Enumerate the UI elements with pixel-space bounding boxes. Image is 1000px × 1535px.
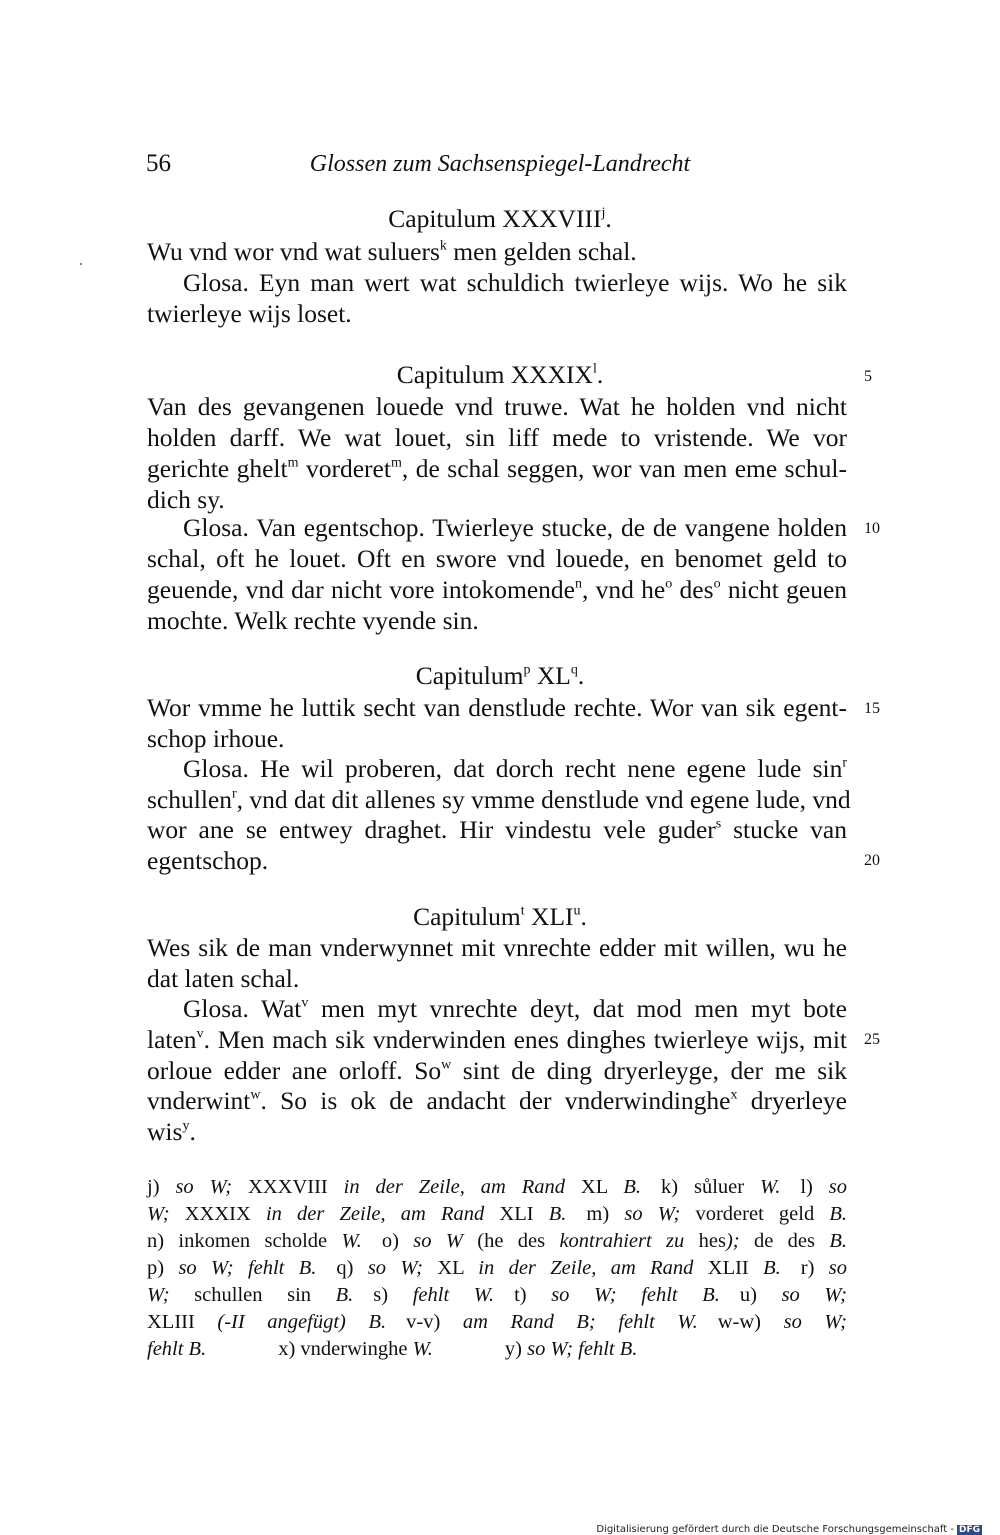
chapter-heading: Capitulum XXXVIII$^j$. xyxy=(388,204,612,233)
chapter-heading: Capitulum$^t$ XLI$^u$. xyxy=(413,902,587,931)
text-line: egentschop. xyxy=(147,846,269,875)
footnote-line: W; XXXIX in der Zeile, am Rand XLI B. m) so W; vorderet geld B. xyxy=(147,1203,848,1225)
footnote-line: j) so W; XXXVIII in der Zeile, am Rand XL B. k) sůluer W. l) so xyxy=(147,1176,847,1198)
text-line: wis$^y$. xyxy=(147,1117,196,1146)
digitization-credit: Digitalisierung gefördert durch die Deutsche Forschungsgemeinschaft - DFG xyxy=(596,1524,980,1535)
line-number: 20 xyxy=(864,852,880,869)
text-line: vnderwint$^w$. So is ok de andacht der vnderwindinghe$^x$ dryerleye xyxy=(147,1086,847,1115)
text-line: mochte. Welk rechte vyende sin. xyxy=(147,606,479,635)
text-line: dich sy. xyxy=(147,485,225,514)
scan-speck xyxy=(80,263,82,265)
text-line: dat laten schal. xyxy=(147,964,300,993)
text-line: laten$^v$. Men mach sik vnderwinden enes dinghes twierleye wijs, mit xyxy=(147,1025,847,1054)
text-line: Wor vmme he luttik secht van denstlude rechte. Wor van sik egent- xyxy=(147,693,847,722)
text-line: Wes sik de man vnderwynnet mit vnrechte edder mit willen, wu he xyxy=(147,933,847,962)
dfg-logo: DFG xyxy=(958,1525,980,1535)
line-number: 5 xyxy=(864,368,872,385)
footnote-line: W; schullen sin B. s) fehlt W. t) so W; fehlt B. u) so W; xyxy=(147,1284,847,1306)
footnote-line: fehlt B. x) vnderwinghe W. y) so W; fehlt B. xyxy=(147,1338,638,1360)
text-line: Glosa. Van egentschop. Twierleye stucke, de de vangene holden xyxy=(183,513,847,542)
text-line: Wu vnd wor vnd wat suluers$^k$ men gelden schal. xyxy=(147,237,637,266)
text-line: schal, oft he louet. Oft en swore vnd louede, en benomet geld to xyxy=(147,544,847,573)
text-line: twierleye wijs loset. xyxy=(147,299,352,328)
running-title: Glossen zum Sachsenspiegel-Landrecht xyxy=(309,151,691,177)
line-number: 15 xyxy=(864,700,880,717)
line-number: 10 xyxy=(864,520,880,537)
text-line: orloue edder ane orloff. So$^w$ sint de ding dryerleyge, der me sik xyxy=(147,1056,847,1085)
page-number: 56 xyxy=(146,150,171,177)
footnote-line: p) so W; fehlt B. q) so W; XL in der Zeile, am Rand XLII B. r) so xyxy=(147,1257,848,1279)
footnote-line: n) inkomen scholde W. o) so W (he des kontrahiert zu hes); de des B. xyxy=(147,1230,847,1252)
text-line: Glosa. He wil proberen, dat dorch recht nene egene lude $\sin^r$ xyxy=(183,754,847,783)
footnote-line: XLIII (-II angefügt) B. v-v) am Rand B; fehlt W. w-w) so W; xyxy=(147,1311,847,1333)
text-line: holden darff. We wat louet, sin liff mede to vristende. We vor xyxy=(147,423,847,452)
text-line: Glosa. Eyn man wert wat schuldich twierleye wijs. Wo he sik xyxy=(183,268,847,297)
text-line: gerichte ghelt$^m$ vorderet$^m$, de schal seggen, wor van men eme schul- xyxy=(147,454,847,483)
chapter-heading: Capitulum XXXIX$^l$. xyxy=(396,360,604,389)
text-line: wor ane se entwey draghet. Hir vindestu vele guder$^s$ stucke van xyxy=(147,815,847,844)
text-line: geuende, vnd dar nicht vore intokomende$^n$, vnd $he^o$ des$^o$ nicht geuen xyxy=(147,575,848,604)
text-line: Glosa. Wat$^v$ men myt vnrechte deyt, dat mod men myt bote xyxy=(183,994,847,1023)
chapter-heading: Capitulum$^p$ $XL^q$. xyxy=(415,661,585,690)
line-number: 25 xyxy=(864,1031,880,1048)
text-line: schop irhoue. xyxy=(147,724,285,753)
text-line: schullen$^r$, vnd dat dit allenes sy vmme denstlude vnd egene lude, vnd xyxy=(147,785,851,814)
text-line: Van des gevangenen louede vnd truwe. Wat he holden vnd nicht xyxy=(147,392,847,421)
